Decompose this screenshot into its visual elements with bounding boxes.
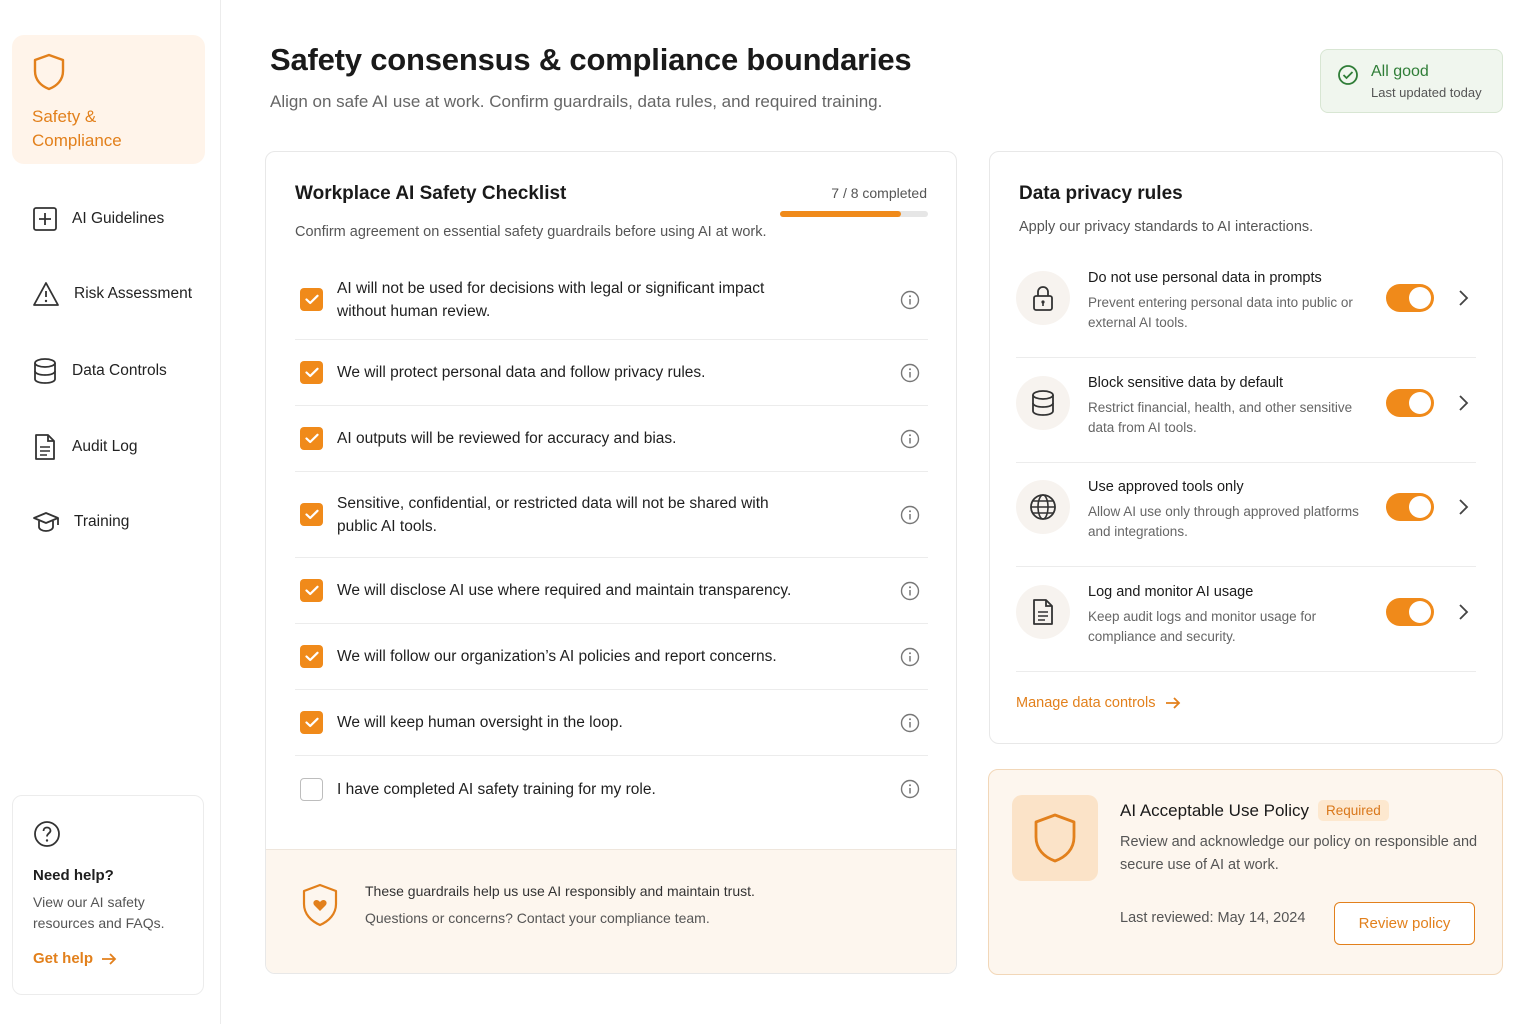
chevron-right-icon[interactable] xyxy=(1457,603,1469,626)
review-policy-button[interactable]: Review policy xyxy=(1334,902,1475,945)
document-icon xyxy=(1016,585,1070,639)
checkbox-checked[interactable] xyxy=(300,427,323,450)
checkbox-checked[interactable] xyxy=(300,361,323,384)
privacy-rule xyxy=(1016,358,1476,463)
rule-toggle[interactable] xyxy=(1386,598,1434,626)
manage-link-label: Manage data controls xyxy=(1016,695,1156,711)
rule-description: Allow AI use only through approved platforms and integrations. xyxy=(1088,504,1359,539)
privacy-title: Data privacy rules xyxy=(1019,183,1183,204)
sidebar-item-risk-assessment[interactable] xyxy=(32,281,192,307)
checklist-item[interactable] xyxy=(295,340,928,406)
chevron-right-icon[interactable] xyxy=(1457,289,1469,312)
warning-triangle-icon xyxy=(32,281,60,307)
sidebar-item-label: Data Controls xyxy=(72,362,167,379)
info-icon[interactable] xyxy=(900,429,920,454)
checklist-item-text: AI outputs will be reviewed for accuracy and bias. xyxy=(337,430,677,447)
checkbox-checked[interactable] xyxy=(300,288,323,311)
checkbox-unchecked[interactable] xyxy=(300,778,323,801)
sidebar xyxy=(0,0,221,1024)
check-circle-icon xyxy=(1337,64,1359,86)
help-card xyxy=(12,795,204,995)
help-title: Need help? xyxy=(33,867,114,884)
rule-title: Log and monitor AI usage xyxy=(1088,583,1254,600)
checklist-item-text: We will follow our organization’s AI policies and report concerns. xyxy=(337,648,777,665)
checklist-item-text: Sensitive, confidential, or restricted data will not be shared with public AI tools. xyxy=(337,494,769,535)
footer-line-2: Questions or concerns? Contact your compliance team. xyxy=(365,910,710,926)
graduation-cap-icon xyxy=(32,510,60,534)
checklist-item[interactable] xyxy=(295,472,928,558)
info-icon[interactable] xyxy=(900,647,920,672)
arrow-right-icon xyxy=(1165,697,1181,709)
manage-data-controls-link[interactable] xyxy=(1016,695,1181,711)
checklist-item-text: We will protect personal data and follow privacy rules. xyxy=(337,364,706,381)
rule-toggle[interactable] xyxy=(1386,493,1434,521)
checkmark-icon xyxy=(305,367,319,378)
info-icon[interactable] xyxy=(900,713,920,738)
privacy-rule xyxy=(1016,462,1476,567)
checklist-footer xyxy=(266,849,957,974)
rule-toggle[interactable] xyxy=(1386,284,1434,312)
checklist-title: Workplace AI Safety Checklist xyxy=(295,183,567,204)
sidebar-item-label: AI Guidelines xyxy=(72,210,165,227)
sidebar-item-data-controls[interactable] xyxy=(32,357,167,385)
checklist-item[interactable] xyxy=(295,690,928,756)
checklist-progress-bar xyxy=(780,211,928,217)
brand-tile[interactable] xyxy=(12,35,205,164)
checklist-item[interactable] xyxy=(295,260,928,340)
checklist-item[interactable] xyxy=(295,558,928,624)
sidebar-item-ai-guidelines[interactable] xyxy=(32,206,164,232)
required-badge: Required xyxy=(1318,800,1389,821)
help-text: View our AI safety resources and FAQs. xyxy=(33,894,165,931)
checkbox-checked[interactable] xyxy=(300,503,323,526)
checkbox-checked[interactable] xyxy=(300,711,323,734)
checklist-description: Confirm agreement on essential safety guardrails before using AI at work. xyxy=(295,224,767,240)
get-help-link[interactable] xyxy=(33,950,183,967)
sidebar-item-audit-log[interactable] xyxy=(32,433,138,461)
checkmark-icon xyxy=(305,294,319,305)
page-subtitle: Align on safe AI use at work. Confirm guardrails, data rules, and required training. xyxy=(270,92,883,111)
info-icon[interactable] xyxy=(900,505,920,530)
checklist-item-text: We will keep human oversight in the loop. xyxy=(337,714,623,731)
chevron-right-icon[interactable] xyxy=(1457,498,1469,521)
status-title: All good xyxy=(1371,63,1429,80)
info-icon[interactable] xyxy=(900,290,920,315)
info-icon[interactable] xyxy=(900,581,920,606)
policy-description: Review and acknowledge our policy on responsible and secure use of AI at work. xyxy=(1120,834,1478,873)
safety-checklist-card xyxy=(265,151,957,974)
info-icon[interactable] xyxy=(900,363,920,388)
chevron-right-icon[interactable] xyxy=(1457,394,1469,417)
rule-description: Keep audit logs and monitor usage for compliance and security. xyxy=(1088,608,1317,644)
globe-icon xyxy=(1016,480,1070,534)
checklist-item[interactable] xyxy=(295,624,928,690)
rule-title: Use approved tools only xyxy=(1088,479,1244,495)
checkbox-checked[interactable] xyxy=(300,579,323,602)
plus-square-icon xyxy=(32,206,58,232)
checklist-items xyxy=(295,260,928,822)
checkmark-icon xyxy=(305,509,319,520)
policy-icon-tile xyxy=(1012,795,1098,881)
page-title: Safety consensus & compliance boundaries xyxy=(270,42,912,77)
checklist-item-text: AI will not be used for decisions with legal or significant impact without human review. xyxy=(337,279,765,320)
policy-last-reviewed: Last reviewed: May 14, 2024 xyxy=(1120,910,1306,926)
database-icon xyxy=(32,357,58,385)
checkmark-icon xyxy=(305,717,319,728)
checklist-item-text: I have completed AI safety training for my role. xyxy=(337,780,656,798)
sidebar-item-label: Training xyxy=(74,513,130,530)
shield-heart-icon xyxy=(301,883,339,927)
brand-label: Safety & Compliance xyxy=(32,107,122,150)
rule-description: Restrict financial, health, and other sensitive data from AI tools. xyxy=(1088,399,1353,435)
rule-title: Do not use personal data in prompts xyxy=(1088,270,1322,286)
checklist-count: 7 / 8 completed xyxy=(831,185,927,201)
privacy-description: Apply our privacy standards to AI interactions. xyxy=(1019,219,1314,235)
checklist-item-text: We will disclose AI use where required and maintain transparency. xyxy=(337,582,792,599)
sidebar-item-label: Risk Assessment xyxy=(74,285,193,302)
lock-icon xyxy=(1016,271,1070,325)
privacy-rule xyxy=(1016,253,1476,358)
database-icon xyxy=(1016,376,1070,430)
privacy-rule xyxy=(1016,567,1476,672)
shield-icon xyxy=(1032,812,1078,864)
checkmark-icon xyxy=(305,651,319,662)
checkmark-icon xyxy=(305,585,319,596)
rule-title: Block sensitive data by default xyxy=(1088,374,1284,391)
checkmark-icon xyxy=(305,433,319,444)
footer-line-1: These guardrails help us use AI responsibly and maintain trust. xyxy=(365,883,755,899)
rule-toggle[interactable] xyxy=(1386,389,1434,417)
checkbox-checked[interactable] xyxy=(300,645,323,668)
status-badge xyxy=(1320,49,1503,113)
sidebar-item-training[interactable] xyxy=(32,510,129,534)
question-circle-icon xyxy=(33,820,61,848)
arrow-right-icon xyxy=(101,953,117,965)
data-privacy-card xyxy=(989,151,1503,744)
info-icon[interactable] xyxy=(900,779,920,804)
acceptable-use-policy-card xyxy=(988,769,1503,975)
document-icon xyxy=(32,433,58,461)
shield-icon xyxy=(32,53,66,91)
checklist-item[interactable] xyxy=(295,756,928,822)
status-subtitle: Last updated today xyxy=(1371,85,1482,100)
policy-title: AI Acceptable Use Policy xyxy=(1120,801,1309,820)
checklist-item[interactable] xyxy=(295,406,928,472)
sidebar-item-label: Audit Log xyxy=(72,438,138,455)
checklist-progress-fill xyxy=(780,211,901,217)
get-help-label: Get help xyxy=(33,950,94,967)
rule-description: Prevent entering personal data into public or external AI tools. xyxy=(1088,295,1353,330)
